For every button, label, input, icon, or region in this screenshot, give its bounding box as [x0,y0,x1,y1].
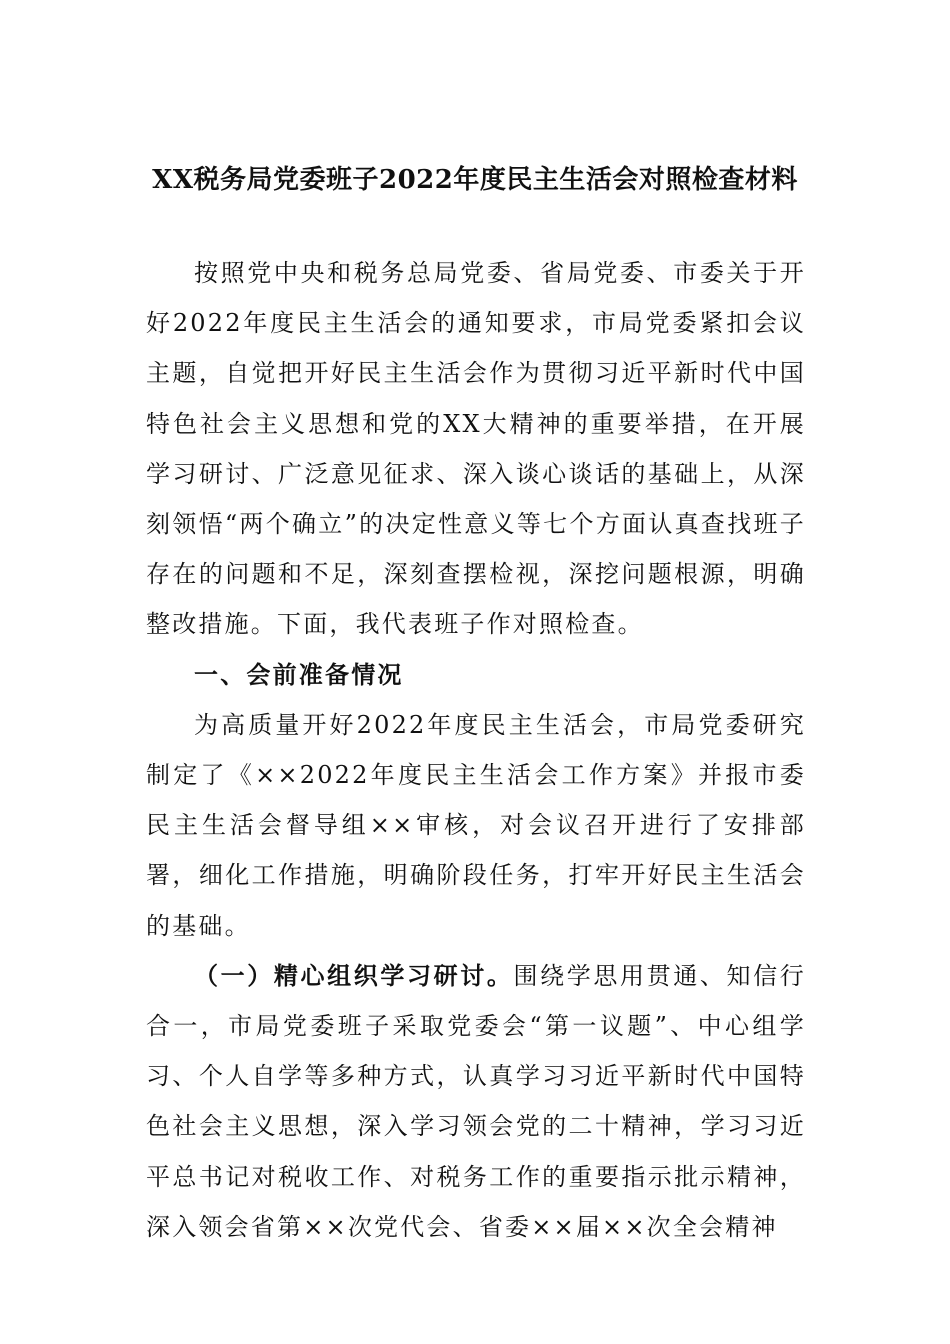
document-title: XX税务局党委班子2022年度民主生活会对照检查材料 [152,165,798,195]
section-heading: 一、会前准备情况 [194,659,404,689]
subsection-lead: （一）精心组织学习研讨。 [194,960,514,990]
section-paragraph: 为高质量开好2022年度民主生活会，市局党委研究制定了《××2022年度民主生活会工作方案》并报市委民主生活会督导组××审核，对会议召开进行了安排部署，细化工作措施，明确阶段任务，打牢开好民主生活会的基础。 [146,710,806,940]
subsection-paragraph [146,951,806,1252]
document-body [146,248,806,1252]
intro-paragraph: 按照党中央和税务总局党委、省局党委、市委关于开好2022年度民主生活会的通知要求，市局党委紧扣会议主题，自觉把开好民主生活会作为贯彻习近平新时代中国特色社会主义思想和党的XX大精神的重要举措，在开展学习研讨、广泛意见征求、深入谈心谈话的基础上，从深刻领悟“两个确立”的决定性意义等七个方面认真查找班子存在的问题和不足，深刻查摆检视，深挖问题根源，明确整改措施。下面，我代表班子作对照检查。 [146,259,806,639]
subsection-text: 围绕学思用贯通、知信行合一，市局党委班子采取党委会“第一议题”、中心组学习、个人自学等多种方式，认真学习习近平新时代中国特色社会主义思想，深入学习领会党的二十精神，学习习近平总书记对税收工作、对税务工作的重要指示批示精神，深入领会省第××次党代会、省委××届××次全会精神 [146,961,806,1241]
